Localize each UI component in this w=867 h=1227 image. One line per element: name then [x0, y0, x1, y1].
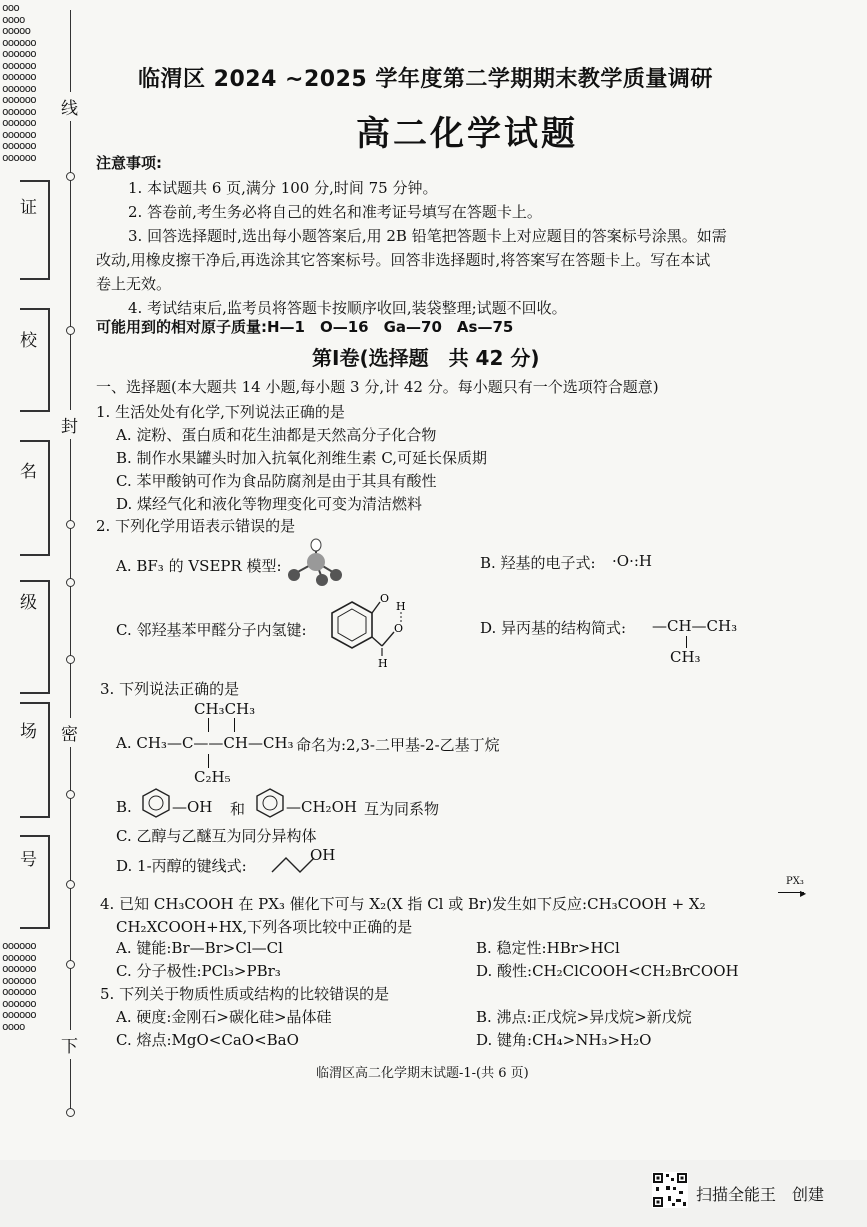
binding-dot — [66, 790, 75, 799]
note-item: 卷上无效。 — [96, 275, 172, 293]
field-label: 号 — [20, 850, 37, 870]
q1-stem: 1. 生活处处有化学,下列说法正确的是 — [96, 403, 345, 421]
q5-option-b: B. 沸点:正戊烷>异戊烷>新戊烷 — [476, 1008, 692, 1026]
reaction-arrowhead: ▶ — [800, 889, 807, 898]
q2-option-b: B. 羟基的电子式: — [480, 554, 596, 572]
binding-label-below: 下 — [61, 1030, 78, 1059]
atomic-mass: 可能用到的相对原子质量:H—1 O—16 Ga—70 As—75 — [96, 318, 514, 336]
benzyl-alcohol-ring — [254, 786, 286, 820]
field-label: 证 — [20, 198, 37, 218]
benzyl-ch2oh: —CH₂OH — [286, 798, 357, 816]
isopropyl-branch: CH₃ — [670, 648, 701, 666]
q3-stem: 3. 下列说法正确的是 — [100, 680, 240, 698]
q3-a-top-substituents: CH₃CH₃ — [194, 700, 256, 718]
q4-option-d: D. 酸性:CH₂ClCOOH<CH₂BrCOOH — [476, 962, 739, 980]
qr-code-icon — [652, 1172, 688, 1208]
phenol-ring — [140, 786, 172, 820]
q4-line2: CH₂XCOOH+HX,下列各项比较中正确的是 — [116, 918, 413, 936]
field-box — [20, 308, 50, 412]
q3-a-name: 命名为:2,3-二甲基-2-乙基丁烷 — [296, 736, 500, 754]
bond-line — [234, 718, 235, 732]
propanol-oh: OH — [310, 846, 336, 864]
q4-option-b: B. 稳定性:HBr>HCl — [476, 939, 620, 957]
note-item: 2. 答卷前,考生务必将自己的姓名和准考证号填写在答题卡上。 — [128, 203, 542, 221]
note-item: 3. 回答选择题时,选出每小题答案后,用 2B 铅笔把答题卡上对应题目的答案标号涂黑。如需 — [128, 227, 727, 245]
q1-option-b: B. 制作水果罐头时加入抗氧化剂维生素 C,可延长保质期 — [116, 449, 488, 467]
isopropyl-formula: —CH—CH₃ — [652, 617, 738, 635]
field-label: 级 — [20, 593, 37, 613]
q2-option-d: D. 异丙基的结构简式: — [480, 619, 627, 637]
perforation-top: ooo oooo ooooo oooooo oooooo oooooo oooooo oooooo oooooo oooooo oooooo oooooo oooooo oooooo — [2, 1, 36, 164]
q4-catalyst: PX₃ — [786, 876, 804, 887]
q4-option-a: A. 键能:Br—Br>Cl—Cl — [116, 939, 283, 957]
notes-heading: 注意事项: — [96, 154, 162, 172]
exam-title: 临渭区 2024 ~2025 学年度第二学期期末教学质量调研 — [138, 67, 713, 92]
q5-option-a: A. 硬度:金刚石>碳化硅>晶体硅 — [116, 1008, 332, 1026]
binding-label-secret: 密 — [61, 718, 78, 747]
binding-dot — [66, 655, 75, 664]
note-item: 改动,用橡皮擦干净后,再选涂其它答案标号。回答非选择题时,将答案写在答题卡上。写在本试 — [96, 251, 711, 269]
binding-label-seal: 封 — [61, 410, 78, 439]
isopropyl-bond — [686, 636, 687, 648]
q1-option-c: C. 苯甲酸钠可作为食品防腐剂是由于其具有酸性 — [116, 472, 437, 490]
binding-dot — [66, 1108, 75, 1117]
exam-subject: 高二化学试题 — [356, 114, 578, 154]
q3-b-text: 互为同系物 — [364, 800, 440, 818]
svg-text:O: O — [394, 622, 404, 635]
q1-option-a: A. 淀粉、蛋白质和花生油都是天然高分子化合物 — [116, 426, 437, 444]
q2-stem: 2. 下列化学用语表示错误的是 — [96, 517, 296, 535]
q3-option-c: C. 乙醇与乙醚互为同分异构体 — [116, 827, 317, 845]
binding-strip — [0, 0, 92, 1160]
hydroxyl-formula: ·O·:H — [612, 552, 652, 570]
q3-option-a: A. CH₃—C——CH—CH₃ — [116, 734, 294, 752]
q3-option-b-label: B. — [116, 798, 132, 816]
bond-line — [208, 754, 209, 768]
q3-b-and: 和 — [230, 800, 246, 818]
binding-dot — [66, 880, 75, 889]
binding-dot — [66, 326, 75, 335]
q1-option-d: D. 煤经气化和液化等物理变化可变为清洁燃料 — [116, 495, 423, 513]
svg-text:H: H — [396, 600, 406, 613]
q4-option-c: C. 分子极性:PCl₃>PBr₃ — [116, 962, 281, 980]
salicylaldehyde-structure — [322, 590, 412, 670]
binding-dot — [66, 520, 75, 529]
scanner-watermark: 扫描全能王 创建 — [696, 1185, 825, 1204]
section-title: 第Ⅰ卷(选择题 共 42 分) — [312, 346, 540, 370]
phenol-oh: —OH — [172, 798, 213, 816]
svg-text:O: O — [380, 592, 390, 605]
q5-option-c: C. 熔点:MgO<CaO<BaO — [116, 1031, 299, 1049]
field-label: 场 — [20, 722, 37, 742]
note-item: 1. 本试题共 6 页,满分 100 分,时间 75 分钟。 — [128, 179, 438, 197]
q3-a-ethyl: C₂H₅ — [194, 768, 231, 786]
binding-dot — [66, 578, 75, 587]
q2-option-c: C. 邻羟基苯甲醛分子内氢键: — [116, 621, 307, 639]
section-intro: 一、选择题(本大题共 14 小题,每小题 3 分,计 42 分。每小题只有一个选项符合题意) — [96, 378, 659, 396]
q5-stem: 5. 下列关于物质性质或结构的比较错误的是 — [100, 985, 390, 1003]
field-label: 校 — [20, 331, 37, 351]
page-footer: 临渭区高二化学期末试题-1-(共 6 页) — [316, 1066, 529, 1081]
q2-option-a: A. BF₃ 的 VSEPR 模型: — [116, 557, 282, 575]
binding-dot — [66, 172, 75, 181]
svg-text:H: H — [378, 657, 388, 670]
field-label: 名 — [20, 462, 37, 482]
perforation-bottom: oooooo oooooo oooooo oooooo oooooo oooooo oooooo oooo — [2, 939, 36, 1033]
vsepr-model-image — [284, 538, 348, 588]
binding-dot — [66, 960, 75, 969]
binding-label-line: 线 — [61, 92, 78, 121]
q5-option-d: D. 键角:CH₄>NH₃>H₂O — [476, 1031, 652, 1049]
note-item: 4. 考试结束后,监考员将答题卡按顺序收回,装袋整理;试题不回收。 — [128, 299, 567, 317]
bond-line — [208, 718, 209, 732]
q3-option-d: D. 1-丙醇的键线式: — [116, 857, 247, 875]
q4-line1: 4. 已知 CH₃COOH 在 PX₃ 催化下可与 X₂(X 指 Cl 或 Br)发生如下反应:CH₃COOH + X₂ — [100, 895, 706, 913]
